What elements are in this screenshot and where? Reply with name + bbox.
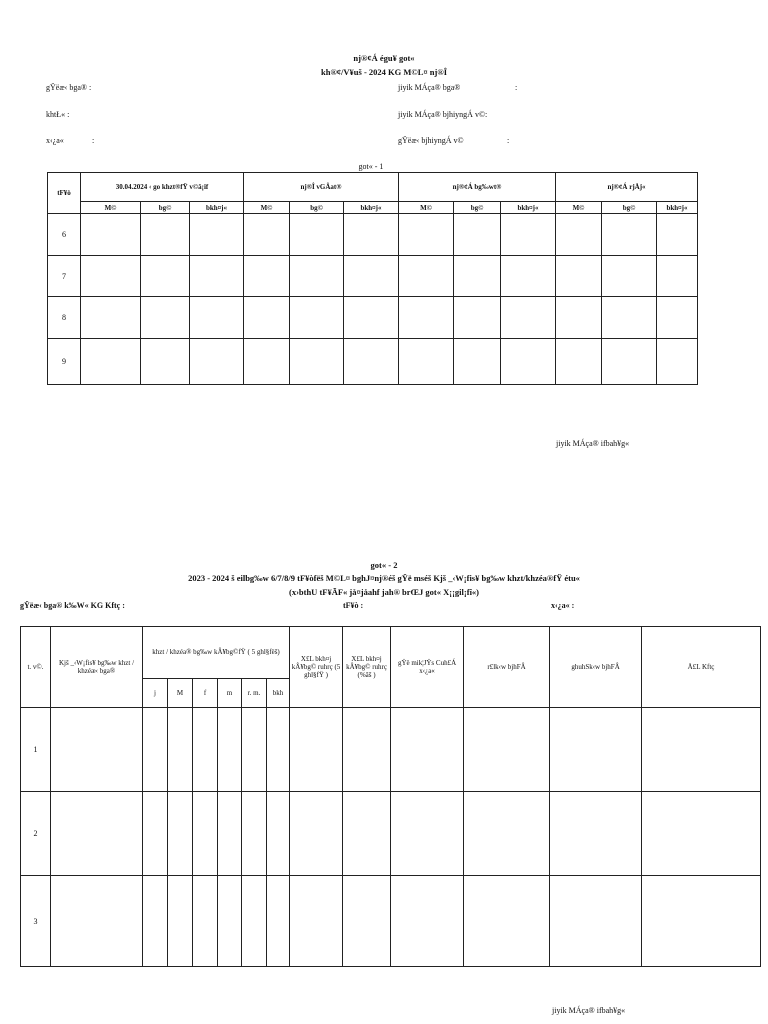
table-cell[interactable] bbox=[190, 256, 244, 297]
subject-total-header: bkh bbox=[267, 679, 290, 708]
table-cell[interactable] bbox=[218, 876, 242, 967]
girls-header: bg© bbox=[290, 202, 344, 214]
class-number: 9 bbox=[48, 339, 81, 385]
table-row bbox=[21, 876, 761, 967]
table-cell[interactable] bbox=[242, 792, 267, 876]
girls-header: bg© bbox=[602, 202, 657, 214]
assembly-constituency-header: r£lk‹w bjhFÂ bbox=[464, 627, 550, 708]
table-cell[interactable] bbox=[344, 256, 399, 297]
table-cell[interactable] bbox=[193, 708, 218, 792]
school-phone-label: gŸëæ‹ bjhiyngÁ v© bbox=[398, 136, 464, 145]
headmaster-phone-label: jiyik MÁça® bjhiyngÁ v©: bbox=[398, 110, 488, 119]
table-cell[interactable] bbox=[550, 792, 642, 876]
table-cell[interactable] bbox=[501, 339, 556, 385]
girls-header: bg© bbox=[454, 202, 501, 214]
union-colon: : bbox=[92, 136, 95, 145]
table-cell[interactable] bbox=[290, 256, 344, 297]
table-cell[interactable] bbox=[642, 792, 761, 876]
school-address-label: gŸëæ‹ bga® k‰W« KG Kftç : bbox=[20, 601, 125, 610]
table-cell[interactable] bbox=[501, 256, 556, 297]
table-cell[interactable] bbox=[51, 708, 143, 792]
boys-header: M© bbox=[81, 202, 141, 214]
table-cell[interactable] bbox=[244, 256, 290, 297]
table1-caption: got« - 1 bbox=[358, 162, 384, 171]
table-cell[interactable] bbox=[290, 297, 344, 339]
table-cell[interactable] bbox=[343, 708, 391, 792]
table-cell[interactable] bbox=[657, 339, 698, 385]
section1-title-line1: nj®¢Á égu¥ got« bbox=[353, 53, 415, 63]
table-cell[interactable] bbox=[657, 297, 698, 339]
table-cell[interactable] bbox=[290, 708, 343, 792]
table-cell[interactable] bbox=[657, 214, 698, 256]
student-name-header: Kjš _‹W¡fis¥ bg‰w khzt / khzéæ‹ bga® bbox=[51, 627, 143, 708]
table-cell[interactable] bbox=[267, 876, 290, 967]
subject-tamil-header: j bbox=[143, 679, 168, 708]
table-cell[interactable] bbox=[168, 876, 193, 967]
table-cell[interactable] bbox=[642, 876, 761, 967]
table-row bbox=[48, 297, 698, 339]
table-cell[interactable] bbox=[391, 876, 464, 967]
table-cell[interactable] bbox=[51, 792, 143, 876]
table-cell[interactable] bbox=[399, 214, 454, 256]
table-cell[interactable] bbox=[454, 297, 501, 339]
table-cell[interactable] bbox=[550, 876, 642, 967]
section2-title-line1: 2023 - 2024 š eilbg‰w 6/7/8/9 tF¥òfëš M©L¤ bghJ¤nj®éš gŸë mséš Kjš _‹W¡fis¥ bg‰w khzt/khzéa®fŸ étu« bbox=[188, 573, 580, 583]
table-cell[interactable] bbox=[168, 708, 193, 792]
table-cell[interactable] bbox=[556, 214, 602, 256]
table-cell[interactable] bbox=[143, 876, 168, 967]
table-cell[interactable] bbox=[343, 876, 391, 967]
result-table-1 bbox=[47, 172, 698, 385]
table-cell[interactable] bbox=[343, 792, 391, 876]
row-number: 1 bbox=[21, 708, 51, 792]
table-cell[interactable] bbox=[143, 792, 168, 876]
subject-social-header: r. m. bbox=[242, 679, 267, 708]
table-cell[interactable] bbox=[143, 708, 168, 792]
boys-header: M© bbox=[399, 202, 454, 214]
table-cell[interactable] bbox=[556, 339, 602, 385]
subject-english-header: M bbox=[168, 679, 193, 708]
subject-science-header: m bbox=[218, 679, 242, 708]
table-cell[interactable] bbox=[81, 256, 141, 297]
class-number: 6 bbox=[48, 214, 81, 256]
boys-header: M© bbox=[556, 202, 602, 214]
table-cell[interactable] bbox=[464, 792, 550, 876]
district-label: khtŁ« : bbox=[46, 110, 70, 119]
table-cell[interactable] bbox=[267, 708, 290, 792]
union-label: x‹¿a« bbox=[46, 136, 64, 145]
table-cell[interactable] bbox=[657, 256, 698, 297]
table-cell[interactable] bbox=[244, 214, 290, 256]
table-cell[interactable] bbox=[602, 297, 657, 339]
headmaster-signature-1: jiyik MÁça® ifbah¥g« bbox=[556, 439, 630, 448]
home-address-header: Å£L Kftç bbox=[642, 627, 761, 708]
table-cell[interactable] bbox=[242, 876, 267, 967]
table-cell[interactable] bbox=[290, 876, 343, 967]
table-row bbox=[21, 792, 761, 876]
table-row bbox=[48, 256, 698, 297]
table-cell[interactable] bbox=[81, 214, 141, 256]
table-cell[interactable] bbox=[290, 339, 344, 385]
table-cell[interactable] bbox=[344, 339, 399, 385]
class-header: tF¥ò bbox=[48, 173, 81, 214]
table-cell[interactable] bbox=[602, 339, 657, 385]
marks-header: khzt / khzéa® bg‰w kÂ¥bg©fŸ ( 5 ghl§fëš) bbox=[143, 627, 290, 679]
headmaster-name-colon: : bbox=[515, 83, 518, 92]
table-cell[interactable] bbox=[556, 297, 602, 339]
total-header: bkh¤j« bbox=[657, 202, 698, 214]
table-cell[interactable] bbox=[193, 792, 218, 876]
table-cell[interactable] bbox=[141, 297, 190, 339]
school-union-header: gŸë mik¦JŸs Cuh£Á x‹¿a« bbox=[391, 627, 464, 708]
table-cell[interactable] bbox=[344, 297, 399, 339]
table-cell[interactable] bbox=[501, 297, 556, 339]
table-cell[interactable] bbox=[242, 708, 267, 792]
table-row bbox=[48, 339, 698, 385]
table-cell[interactable] bbox=[464, 708, 550, 792]
table-cell[interactable] bbox=[550, 708, 642, 792]
school-phone-colon: : bbox=[507, 136, 510, 145]
table-cell[interactable] bbox=[399, 256, 454, 297]
table-cell[interactable] bbox=[190, 297, 244, 339]
total-percent-header: X£L bkh¤j kÂ¥bg© ruhrç (%âš ) bbox=[343, 627, 391, 708]
total-avg-header: X£L bkh¤j kÂ¥bg© ruhrç (5 ghl§fŸ ) bbox=[290, 627, 343, 708]
table-cell[interactable] bbox=[193, 876, 218, 967]
table-cell[interactable] bbox=[454, 339, 501, 385]
section1-title-line2: kh®¢/V¥uš - 2024 KG M©L¤ nj®Î bbox=[320, 67, 448, 77]
table-row bbox=[21, 708, 761, 792]
table-cell[interactable] bbox=[501, 214, 556, 256]
enrolment-header: 30.04.2024 ‹ go khzt®fŸ v©â¡if bbox=[81, 173, 244, 202]
table-cell[interactable] bbox=[556, 256, 602, 297]
passed-header: nj®¢Á bg‰wt® bbox=[399, 173, 556, 202]
table-cell[interactable] bbox=[141, 214, 190, 256]
table-cell[interactable] bbox=[344, 214, 399, 256]
table-cell[interactable] bbox=[290, 792, 343, 876]
table-row bbox=[48, 214, 698, 256]
table-cell[interactable] bbox=[454, 256, 501, 297]
headmaster-name-label: jiyik MÁça® bga® bbox=[398, 83, 461, 92]
appeared-header: nj®Î vGÂat® bbox=[244, 173, 399, 202]
toppers-table bbox=[20, 626, 761, 967]
table-cell[interactable] bbox=[51, 876, 143, 967]
table-cell[interactable] bbox=[81, 297, 141, 339]
parliament-constituency-header: ghuhSk‹w bjhFÂ bbox=[550, 627, 642, 708]
table-cell[interactable] bbox=[267, 792, 290, 876]
table-cell[interactable] bbox=[602, 214, 657, 256]
boys-header: M© bbox=[244, 202, 290, 214]
pass-percent-header: nj®¢Á rjÅj« bbox=[556, 173, 698, 202]
table-cell[interactable] bbox=[602, 256, 657, 297]
table-cell[interactable] bbox=[190, 214, 244, 256]
table-cell[interactable] bbox=[218, 708, 242, 792]
table-cell[interactable] bbox=[399, 297, 454, 339]
table-cell[interactable] bbox=[244, 339, 290, 385]
table-cell[interactable] bbox=[290, 214, 344, 256]
table-cell[interactable] bbox=[168, 792, 193, 876]
section2-title-line2: (x›bthU tF¥ÃF« jå¤jåahf jah® brŒJ got« X¡¡gil¡fî«) bbox=[288, 587, 480, 597]
table-cell[interactable] bbox=[391, 708, 464, 792]
table-cell[interactable] bbox=[141, 339, 190, 385]
total-header: bkh¤j« bbox=[190, 202, 244, 214]
class-number: 7 bbox=[48, 256, 81, 297]
table-cell[interactable] bbox=[81, 339, 141, 385]
table-cell[interactable] bbox=[190, 339, 244, 385]
row-number: 3 bbox=[21, 876, 51, 967]
row-number: 2 bbox=[21, 792, 51, 876]
total-header: bkh¤j« bbox=[501, 202, 556, 214]
class-number: 8 bbox=[48, 297, 81, 339]
table2-caption: got« - 2 bbox=[370, 560, 398, 570]
table-cell[interactable] bbox=[464, 876, 550, 967]
subject-maths-header: f bbox=[193, 679, 218, 708]
table-cell[interactable] bbox=[454, 214, 501, 256]
school-name-label: gŸëæ‹ bga® : bbox=[46, 83, 92, 92]
table-cell[interactable] bbox=[141, 256, 190, 297]
table-cell[interactable] bbox=[642, 708, 761, 792]
girls-header: bg© bbox=[141, 202, 190, 214]
sno-header: t. v©. bbox=[21, 627, 51, 708]
table-cell[interactable] bbox=[391, 792, 464, 876]
table-cell[interactable] bbox=[218, 792, 242, 876]
total-header: bkh¤j« bbox=[344, 202, 399, 214]
table-cell[interactable] bbox=[399, 339, 454, 385]
union-label-2: x‹¿a« : bbox=[551, 601, 575, 610]
table-cell[interactable] bbox=[244, 297, 290, 339]
class-label: tF¥ò : bbox=[343, 601, 364, 610]
headmaster-signature-2: jiyik MÁça® ifbah¥g« bbox=[552, 1006, 626, 1015]
